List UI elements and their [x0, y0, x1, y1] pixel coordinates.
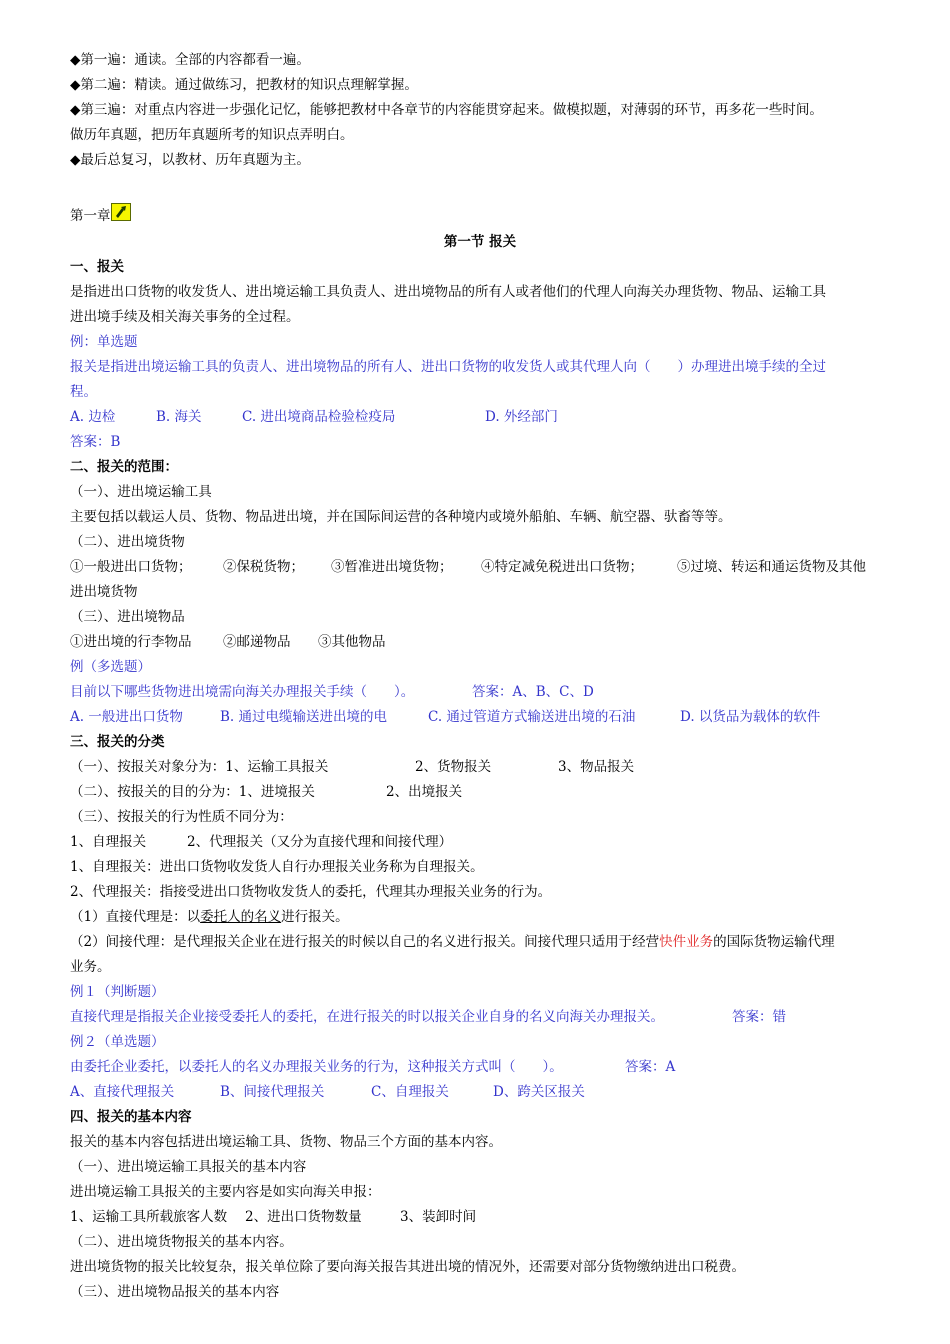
- option: C、自理报关: [371, 1084, 449, 1100]
- list-item: ②邮递物品: [223, 634, 291, 650]
- list-item: ③暂准进出境货物；: [331, 559, 453, 575]
- paragraph: 进出境手续及相关海关事务的全过程。: [70, 309, 300, 325]
- example-label: 例１（判断题）: [70, 984, 165, 1000]
- question-text: 由委托企业委托，以委托人的名义办理报关业务的行为，这种报关方式叫（ ）。: [70, 1059, 563, 1075]
- example-options: [70, 405, 890, 430]
- underlined-text: 委托人的名义: [200, 909, 282, 925]
- intro-line: 做历年真题，把历年真题所考的知识点弄明白。: [70, 127, 354, 143]
- heading-1: 一、报关: [70, 259, 124, 275]
- subheading: （三）、进出境物品: [70, 609, 185, 625]
- class-item: （一）、按报关对象分为：1、运输工具报关: [70, 759, 329, 775]
- paragraph: 是指进出口货物的收发货人、进出境运输工具负责人、进出境物品的所有人或者他们的代理人向海关办理货物、物品、运输工具: [70, 284, 826, 300]
- list-item: ②保税货物；: [223, 559, 304, 575]
- example-question: [70, 1055, 890, 1080]
- classification-row: [70, 830, 890, 855]
- example-question: [70, 1005, 890, 1030]
- paragraph: 报关的基本内容包括进出境运输工具、货物、物品三个方面的基本内容。: [70, 1134, 502, 1150]
- class-item: 1、自理报关: [70, 834, 147, 850]
- intro-line: ◆第二遍：精读。通过做练习，把教材的知识点理解掌握。: [70, 77, 418, 93]
- chapter-label: 第一章: [70, 208, 111, 224]
- option: A、直接代理报关: [70, 1084, 175, 1100]
- question-text: 目前以下哪些货物进出境需向海关办理报关手续（ ）。: [70, 684, 415, 700]
- subheading: （二）、进出境货物: [70, 534, 185, 550]
- paragraph: 进出境货物: [70, 584, 138, 600]
- paragraph: 业务。: [70, 959, 111, 975]
- subheading: （三）、按报关的行为性质不同分为：: [70, 809, 293, 825]
- item-list: [70, 555, 890, 580]
- text-segment: 进行报关。: [281, 909, 349, 925]
- list-item: 3、装卸时间: [400, 1209, 477, 1225]
- item-list: [70, 630, 890, 655]
- option: C. 进出境商品检验检疫局: [242, 409, 396, 425]
- list-item: 1、运输工具所载旅客人数: [70, 1209, 228, 1225]
- list-item: ⑤过境、转运和通运货物及其他: [677, 559, 866, 575]
- intro-line: ◆最后总复习，以教材、历年真题为主。: [70, 152, 310, 168]
- intro-line: ◆第三遍：对重点内容进一步强化记忆，能够把教材中各章节的内容能贯穿起来。做模拟题，对薄弱的环节，再多花一些时间。: [70, 102, 823, 118]
- class-item: （二）、按报关的目的分为：1、进境报关: [70, 784, 315, 800]
- document-page: [70, 48, 890, 1305]
- example-options: [70, 1080, 890, 1105]
- chapter-heading: [70, 198, 890, 230]
- answer-text: 答案：A、B、C、D: [472, 684, 594, 700]
- question-text: 直接代理是指报关企业接受委托人的委托，在进行报关的时以报关企业自身的名义向海关办理报关。: [70, 1009, 664, 1025]
- speaker-arrow-icon[interactable]: [111, 203, 131, 221]
- list-item: 2、进出口货物数量: [245, 1209, 362, 1225]
- highlight-text: 快件业务: [659, 934, 714, 950]
- intro-line: ◆第一遍：通读。全部的内容都看一遍。: [70, 52, 310, 68]
- list-item: ①进出境的行李物品: [70, 634, 192, 650]
- item-list: [70, 1205, 890, 1230]
- paragraph: 2、代理报关：指接受进出口货物收发货人的委托，代理其办理报关业务的行为。: [70, 884, 552, 900]
- class-item: 2、货物报关: [415, 759, 492, 775]
- example-question: 程。: [70, 384, 97, 400]
- list-item: ①一般进出口货物；: [70, 559, 192, 575]
- text-segment: （1）直接代理是：以: [70, 909, 201, 925]
- class-item: 2、代理报关（又分为直接代理和间接代理）: [187, 834, 453, 850]
- subheading: （一）、进出境运输工具报关的基本内容: [70, 1159, 307, 1175]
- classification-row: [70, 780, 890, 805]
- example-label: 例（多选题）: [70, 659, 151, 675]
- answer-text: 答案：错: [732, 1009, 786, 1025]
- paragraph: 进出境运输工具报关的主要内容是如实向海关申报：: [70, 1184, 381, 1200]
- subheading: （二）、进出境货物报关的基本内容。: [70, 1234, 293, 1250]
- heading-4: 四、报关的基本内容: [70, 1109, 192, 1125]
- paragraph: 主要包括以载运人员、货物、物品进出境，并在国际间运营的各种境内或境外船舶、车辆、航空器、驮畜等等。: [70, 509, 732, 525]
- list-item: ④特定减免税进出口货物；: [481, 559, 643, 575]
- heading-2: 二、报关的范围：: [70, 459, 178, 475]
- heading-3: 三、报关的分类: [70, 734, 165, 750]
- example-answer: 答案：B: [70, 434, 121, 450]
- class-item: 2、出境报关: [386, 784, 463, 800]
- option: B. 海关: [156, 409, 202, 425]
- option: C. 通过管道方式输送进出境的石油: [428, 709, 636, 725]
- class-item: 3、物品报关: [558, 759, 635, 775]
- paragraph: [70, 905, 890, 930]
- option: A. 边检: [70, 409, 116, 425]
- paragraph: 1、自理报关：进出口货物收发货人自行办理报关业务称为自理报关。: [70, 859, 484, 875]
- option: D、跨关区报关: [493, 1084, 585, 1100]
- text-segment: 的国际货物运输代理: [713, 934, 835, 950]
- subheading: （三）、进出境物品报关的基本内容: [70, 1284, 280, 1300]
- option: A. 一般进出口货物: [70, 709, 183, 725]
- section-title: 第一节 报关: [443, 234, 517, 250]
- option: D. 外经部门: [485, 409, 558, 425]
- paragraph: 进出境货物的报关比较复杂，报关单位除了要向海关报告其进出境的情况外，还需要对部分货物缴纳进出口税费。: [70, 1259, 745, 1275]
- classification-row: [70, 755, 890, 780]
- answer-text: 答案：A: [625, 1059, 676, 1075]
- text-segment: （2）间接代理：是代理报关企业在进行报关的时候以自己的名义进行报关。间接代理只适用于经营: [70, 934, 660, 950]
- option: D. 以货品为载体的软件: [680, 709, 821, 725]
- option: B. 通过电缆输送进出境的电: [220, 709, 388, 725]
- example-label: 例：单选题: [70, 334, 138, 350]
- example-label: 例２（单选题）: [70, 1034, 165, 1050]
- subheading: （一）、进出境运输工具: [70, 484, 212, 500]
- paragraph: [70, 930, 890, 955]
- list-item: ③其他物品: [318, 634, 386, 650]
- example-question: [70, 680, 890, 705]
- spacer: [70, 173, 890, 198]
- example-options: [70, 705, 890, 730]
- example-question: 报关是指进出境运输工具的负责人、进出境物品的所有人、进出口货物的收发货人或其代理人向（ ）办理进出境手续的全过: [70, 359, 826, 375]
- option: B、间接代理报关: [220, 1084, 325, 1100]
